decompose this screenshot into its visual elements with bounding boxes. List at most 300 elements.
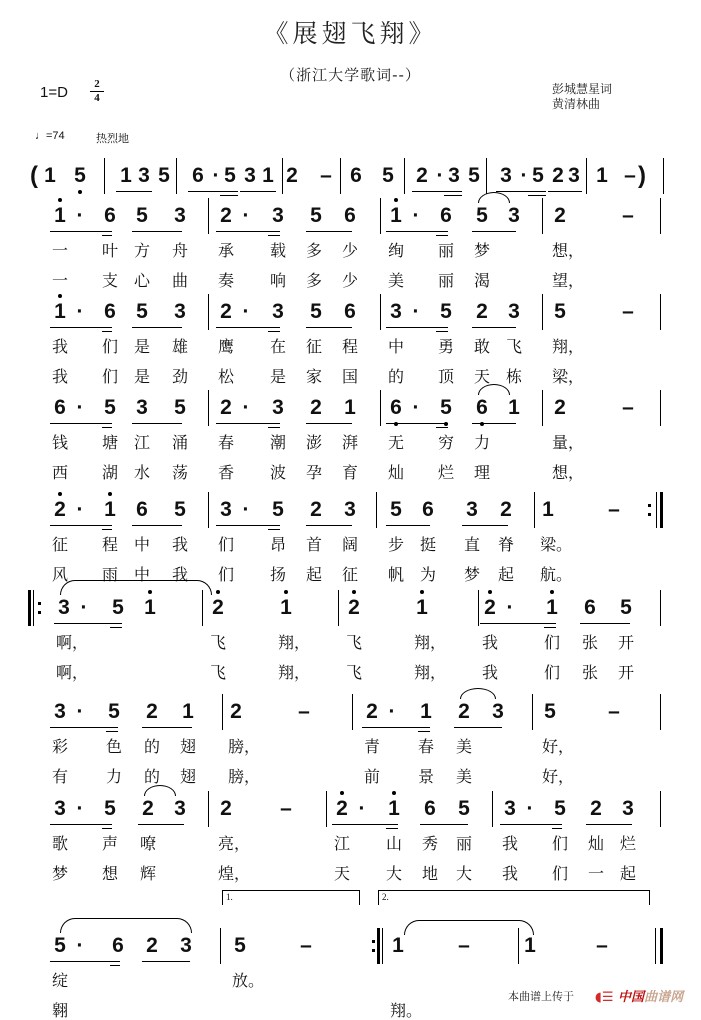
lyric-char: 飞 [210, 633, 227, 652]
lyric-char: 心 [134, 271, 151, 290]
bar-line [382, 928, 383, 964]
note: 3 [466, 498, 478, 521]
beam-underline [216, 231, 280, 232]
note: 3 [508, 204, 520, 227]
lyric-char: 大 [456, 864, 473, 883]
lyric-char: 起 [620, 864, 637, 883]
bar-line [660, 694, 661, 730]
lyric-char: 无 [388, 433, 405, 452]
lyric-char: 支 [102, 271, 119, 290]
augmentation-dot: · [242, 396, 250, 419]
lyric-char: 水 [134, 463, 151, 482]
beam-underline [362, 727, 430, 728]
note: 3 [272, 204, 284, 227]
note: 1 [386, 797, 402, 821]
bar-line [338, 590, 339, 626]
lyric-char: 梦 [52, 864, 69, 883]
lyric-char: 风 [52, 565, 69, 584]
lyric-char: 望， [552, 271, 585, 290]
note: 5 [112, 596, 124, 619]
beam-underline [306, 423, 352, 424]
augmentation-dot: · [80, 596, 88, 619]
tie-arc [144, 785, 176, 796]
parenthesis: ) [638, 162, 646, 189]
note: 3 [568, 164, 580, 187]
note: 6 [136, 498, 148, 521]
lyric-char: 我 [502, 834, 519, 853]
augmentation-dot: · [76, 396, 84, 419]
lyric-char: 多 [306, 271, 323, 290]
lyric-char: 有 [52, 767, 69, 786]
note: 1 [542, 498, 554, 521]
volta-bracket [378, 890, 650, 905]
note: 5 [234, 934, 246, 957]
note: 5 [476, 204, 488, 227]
lyric-char: 声 [102, 834, 119, 853]
lyric-char: 征 [342, 565, 359, 584]
note: 5 [554, 797, 566, 820]
bar-line [655, 928, 656, 964]
lyric-char: 承 [218, 241, 235, 260]
lyric-char: 香 [218, 463, 235, 482]
note: 6 [104, 204, 116, 227]
note: 5 [158, 164, 170, 187]
lyric-char: 丽 [438, 271, 455, 290]
lyric-char: 孕 [306, 463, 323, 482]
lyric-char: 湖 [102, 463, 119, 482]
beam-underline [50, 727, 118, 728]
note: 1 [278, 596, 294, 620]
beam-underline [102, 331, 112, 332]
beam-underline [132, 423, 182, 424]
note: 2 [346, 596, 362, 620]
lyric-char: 秀 [422, 834, 439, 853]
lyric-char: 鹰 [218, 337, 235, 356]
note: 6 [422, 498, 434, 521]
note: 6 [440, 204, 452, 227]
note: 2 [476, 300, 488, 323]
note: 5 [532, 164, 544, 187]
beam-underline [386, 525, 430, 526]
note: 1 [388, 204, 404, 228]
bar-line [660, 791, 661, 827]
lyric-char: 翔， [414, 663, 447, 682]
note: 6 [350, 164, 362, 187]
bar-line [202, 590, 203, 626]
octave-up-dot [550, 590, 554, 594]
lyric-char: 波 [270, 463, 287, 482]
beam-underline [386, 423, 448, 424]
lyric-char: 的 [144, 767, 161, 786]
lyric-char: 挺 [420, 535, 437, 554]
beam-underline [138, 824, 184, 825]
beam-underline [132, 327, 182, 328]
note: 6 [344, 300, 356, 323]
final-repeat-bar [660, 492, 663, 528]
note: 5 [72, 164, 88, 188]
augmentation-dot: · [412, 396, 420, 419]
bar-line [542, 294, 543, 330]
lyric-char: 的 [388, 367, 405, 386]
note: 2 [146, 934, 158, 957]
beam-underline [472, 231, 516, 232]
beam-underline [386, 327, 448, 328]
bar-line [478, 590, 479, 626]
lyric-char: 们 [544, 633, 561, 652]
augmentation-dot: · [506, 596, 514, 619]
note: 1 [52, 300, 68, 324]
bar-line [376, 492, 377, 528]
lyric-char: 我 [502, 864, 519, 883]
octave-up-dot [284, 590, 288, 594]
lyric-char: 江 [334, 834, 351, 853]
slur-arc [404, 920, 534, 935]
lyric-char: 扬 [270, 565, 287, 584]
note: 5 [272, 498, 284, 521]
beam-underline [54, 623, 122, 624]
sustain-dash: – [300, 934, 312, 957]
note: 3 [272, 396, 284, 419]
time-signature [90, 79, 104, 104]
site-logo-icon: ◖☰ [595, 990, 614, 1005]
augmentation-dot: · [212, 164, 220, 187]
note: 1 [344, 396, 356, 419]
tie-arc [460, 688, 496, 699]
note: 5 [544, 700, 556, 723]
octave-up-dot [216, 590, 220, 594]
sustain-dash: – [608, 498, 620, 521]
beam-underline [580, 623, 630, 624]
lyric-char: 一 [588, 864, 605, 883]
note: 2 [366, 700, 378, 723]
lyric-char: 天 [474, 367, 491, 386]
note: 6 [388, 396, 404, 420]
lyric-char: 是 [134, 337, 151, 356]
note: 3 [500, 164, 512, 187]
lyric-char: 煌， [218, 864, 251, 883]
lyric-char: 少 [342, 271, 359, 290]
octave-up-dot [58, 294, 62, 298]
lyric-char: 勇 [438, 337, 455, 356]
lyric-char: 一 [52, 271, 69, 290]
lyric-char: 一 [52, 241, 69, 260]
note: 1 [120, 164, 132, 187]
beam-underline [268, 427, 280, 428]
beam-underline [102, 427, 112, 428]
note: 3 [180, 934, 192, 957]
octave-up-dot [420, 590, 424, 594]
lyric-char: 敢 [474, 337, 491, 356]
note: 5 [104, 396, 116, 419]
beam-underline [306, 327, 352, 328]
bar-line [208, 294, 209, 330]
lyric-char: 们 [218, 565, 235, 584]
bar-line [33, 590, 34, 626]
augmentation-dot: · [76, 700, 84, 723]
lyric-char: 烂 [438, 463, 455, 482]
note: 2 [590, 797, 602, 820]
lyric-char: 们 [544, 663, 561, 682]
note: 2 [416, 164, 428, 187]
lyric-char: 量， [552, 433, 585, 452]
beam-underline [544, 627, 556, 628]
note: 2 [482, 596, 498, 620]
lyric-char: 想， [552, 463, 585, 482]
augmentation-dot: · [76, 300, 84, 323]
note: 3 [622, 797, 634, 820]
bar-line [663, 158, 664, 194]
volta-label: 2. [382, 892, 389, 902]
bar-line [176, 158, 177, 194]
lyric-char: 翱 [52, 1001, 69, 1020]
note: 2 [334, 797, 350, 821]
beam-underline [436, 331, 448, 332]
augmentation-dot: · [76, 797, 84, 820]
beam-underline [548, 191, 582, 192]
time-signature-bottom: 4 [94, 92, 100, 104]
lyric-char: 天 [334, 864, 351, 883]
lyric-char: 景 [418, 767, 435, 786]
lyric-char: 翔。 [390, 1001, 423, 1020]
augmentation-dot: · [242, 204, 250, 227]
beam-underline [268, 331, 280, 332]
lyric-char: 在 [270, 337, 287, 356]
note: 3 [508, 300, 520, 323]
lyric-char: 劲 [172, 367, 189, 386]
key-signature: 1=D [40, 84, 68, 101]
lyric-char: 翅 [180, 767, 197, 786]
sustain-dash: – [298, 700, 310, 723]
beam-underline [586, 824, 632, 825]
beam-underline [552, 828, 562, 829]
beam-underline [132, 525, 182, 526]
lyric-char: 雄 [172, 337, 189, 356]
bar-line [208, 198, 209, 234]
note: 2 [52, 498, 68, 522]
note: 3 [58, 596, 70, 619]
lyric-char: 理 [474, 463, 491, 482]
lyric-char: 开 [618, 663, 635, 682]
composer: 黄清林曲 [552, 97, 601, 111]
note: 5 [174, 498, 186, 521]
beam-underline [102, 529, 112, 530]
augmentation-dot: · [76, 204, 84, 227]
note: 1 [142, 596, 158, 620]
lyric-char: 江 [134, 433, 151, 452]
lyric-char: 地 [422, 864, 439, 883]
lyric-char: 的 [144, 737, 161, 756]
bar-line [208, 492, 209, 528]
bar-line [340, 158, 341, 194]
note: 3 [344, 498, 356, 521]
lyric-char: 雨 [102, 565, 119, 584]
song-title: 《展翅飞翔》 [263, 19, 438, 48]
lyric-char: 前 [364, 767, 381, 786]
lyric-char: 我 [172, 535, 189, 554]
beam-underline [110, 965, 120, 966]
beam-underline [462, 525, 508, 526]
beam-underline [436, 427, 448, 428]
lyric-char: 飞 [346, 663, 363, 682]
lyric-char: 程 [342, 337, 359, 356]
lyric-char: 嘹 [140, 834, 157, 853]
beam-underline [418, 731, 430, 732]
note: 1 [420, 700, 432, 723]
lyric-char: 方 [134, 241, 151, 260]
beam-underline [116, 191, 152, 192]
lyric-char: 澎 [306, 433, 323, 452]
note: 5 [390, 498, 402, 521]
note: 5 [458, 797, 470, 820]
lyric-char: 梁。 [540, 535, 573, 554]
beam-underline [216, 327, 280, 328]
lyric-char: 为 [420, 565, 437, 584]
lyric-char: 征 [52, 535, 69, 554]
beam-underline [386, 828, 398, 829]
lyric-char: 是 [134, 367, 151, 386]
augmentation-dot: · [76, 498, 84, 521]
lyric-char: 渴 [474, 271, 491, 290]
lyric-char: 大 [386, 864, 403, 883]
site-name-part2: 曲谱网 [644, 990, 684, 1005]
tie-arc [478, 192, 510, 203]
beam-underline [444, 195, 462, 196]
note: 3 [54, 700, 66, 723]
lyric-char: 航。 [540, 565, 573, 584]
note: 6 [192, 164, 204, 187]
lyric-char: 直 [464, 535, 481, 554]
lyric-char: 我 [172, 565, 189, 584]
beam-underline [306, 231, 352, 232]
lyric-char: 响 [270, 271, 287, 290]
lyric-char: 歌 [52, 834, 69, 853]
beam-underline [188, 191, 238, 192]
beam-underline [50, 423, 112, 424]
lyric-char: 中 [134, 535, 151, 554]
note: 5 [108, 700, 120, 723]
site-logo[interactable] [595, 986, 683, 1005]
lyric-char: 是 [270, 367, 287, 386]
note: 1 [182, 700, 194, 723]
bar-line [282, 158, 283, 194]
note: 2 [230, 700, 242, 723]
note: 5 [438, 396, 454, 420]
lyric-char: 曲 [172, 271, 189, 290]
lyric-char: 梁， [552, 367, 585, 386]
bar-line [208, 390, 209, 426]
beam-underline [110, 627, 122, 628]
lyric-char: 丽 [438, 241, 455, 260]
note: 1 [596, 164, 608, 187]
note: 2 [220, 204, 232, 227]
slur-arc [60, 918, 192, 933]
beam-underline [50, 824, 112, 825]
lyric-char: 梦 [464, 565, 481, 584]
volta-label: 1. [226, 892, 233, 902]
note: 1 [544, 596, 560, 620]
note: 5 [310, 300, 322, 323]
note: 3 [54, 797, 66, 820]
sustain-dash: – [622, 300, 634, 323]
lyric-char: 想 [102, 864, 119, 883]
parenthesis: ( [30, 162, 38, 189]
lyric-char: 育 [342, 463, 359, 482]
note: 1 [262, 164, 274, 187]
repeat-end-dots [648, 504, 651, 522]
bar-line [326, 791, 327, 827]
lyric-char: 张 [582, 633, 599, 652]
lyric-char: 西 [52, 463, 69, 482]
lyric-char: 们 [102, 367, 119, 386]
beam-underline [106, 731, 118, 732]
lyric-char: 飞 [346, 633, 363, 652]
bar-line [208, 791, 209, 827]
lyric-char: 多 [306, 241, 323, 260]
augmentation-dot: · [412, 204, 420, 227]
lyric-char: 栋 [506, 367, 523, 386]
bar-line [660, 590, 661, 626]
beam-underline [420, 824, 468, 825]
lyric-char: 膀， [228, 737, 261, 756]
bar-line [660, 390, 661, 426]
lyric-char: 美 [456, 737, 473, 756]
lyric-char: 昂 [270, 535, 287, 554]
lyric-char: 我 [52, 337, 69, 356]
beam-underline [454, 727, 502, 728]
note: 2 [552, 164, 564, 187]
lyric-char: 好， [542, 767, 575, 786]
octave-up-dot [58, 492, 62, 496]
note: 5 [54, 934, 66, 957]
beam-underline [220, 195, 238, 196]
sustain-dash: – [624, 164, 636, 187]
lyric-char: 飞 [506, 337, 523, 356]
lyric-char: 国 [342, 367, 359, 386]
lyric-char: 翔， [552, 337, 585, 356]
lyric-char: 脊 [498, 535, 515, 554]
note: 5 [620, 596, 632, 619]
bar-line [220, 928, 221, 964]
beam-underline [50, 327, 112, 328]
beam-underline [142, 961, 190, 962]
lyric-char: 春 [418, 737, 435, 756]
lyric-char: 春 [218, 433, 235, 452]
augmentation-dot: · [242, 498, 250, 521]
beam-underline [306, 525, 352, 526]
octave-up-dot [58, 198, 62, 202]
beam-underline [472, 327, 516, 328]
sustain-dash: – [622, 396, 634, 419]
bar-line [222, 694, 223, 730]
lyric-char: 亮， [218, 834, 251, 853]
lyric-char: 少 [342, 241, 359, 260]
lyric-char: 我 [482, 633, 499, 652]
sustain-dash: – [622, 204, 634, 227]
beam-underline [496, 191, 546, 192]
sustain-dash: – [608, 700, 620, 723]
beam-underline [240, 191, 276, 192]
augmentation-dot: · [436, 164, 444, 187]
beam-underline [436, 235, 448, 236]
octave-up-dot [488, 590, 492, 594]
lyric-char: 起 [306, 565, 323, 584]
beam-underline [216, 423, 280, 424]
beam-underline [412, 191, 462, 192]
note: 3 [390, 300, 402, 323]
lyric-char: 们 [552, 834, 569, 853]
volta-bracket [222, 890, 360, 905]
lyric-char: 丽 [456, 834, 473, 853]
